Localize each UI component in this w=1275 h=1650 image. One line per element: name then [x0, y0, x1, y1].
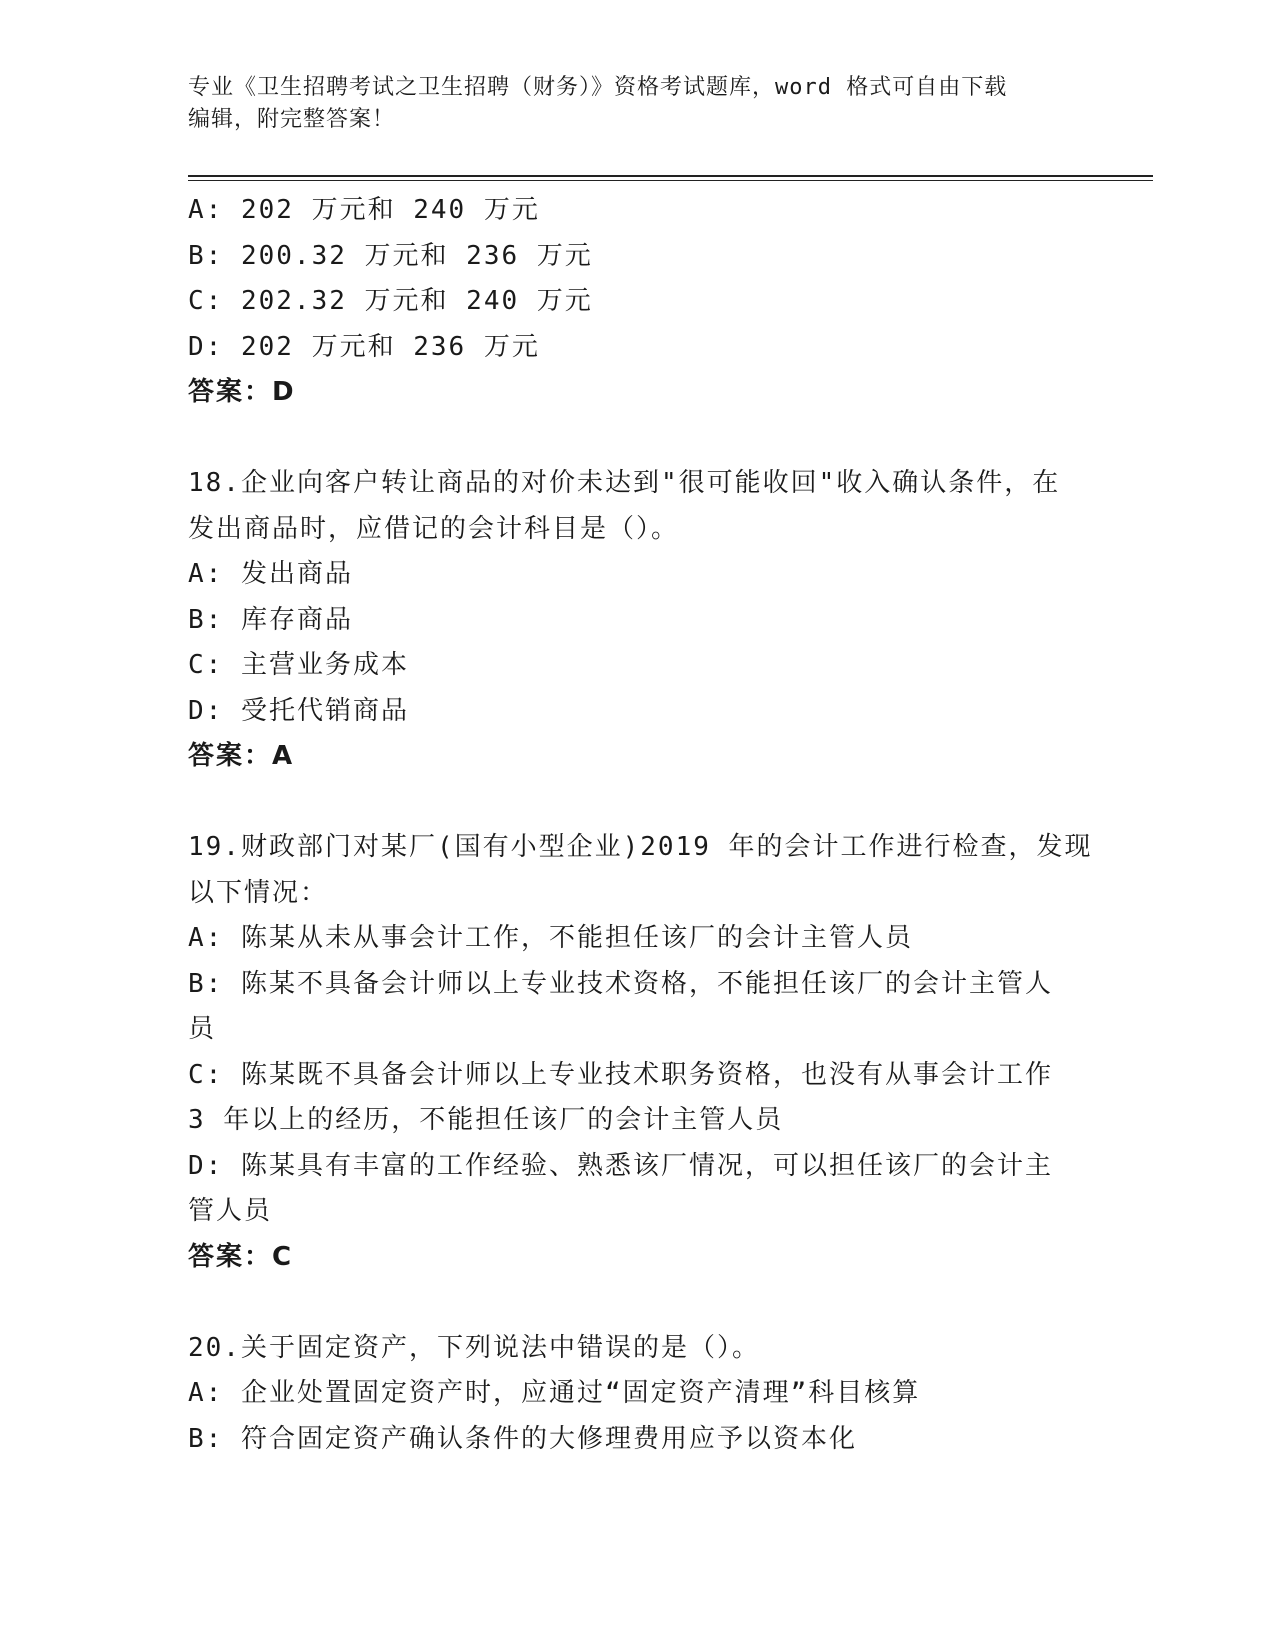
q19-answer: 答案：C	[188, 1241, 294, 1272]
q18-option-b: B: 库存商品	[188, 604, 353, 635]
q17-option-a: A: 202 万元和 240 万元	[188, 195, 540, 225]
q17-answer: 答案：D	[188, 377, 296, 407]
q19-option-c-line-1: C: 陈某既不具备会计师以上专业技术职务资格，也没有从事会计工作	[188, 1059, 1053, 1090]
q20-stem-line-1: 20.关于固定资产，下列说法中错误的是（）。	[188, 1332, 760, 1363]
q19-option-a: A: 陈某从未从事会计工作，不能担任该厂的会计主管人员	[188, 923, 913, 953]
q19-stem-line-2: 以下情况：	[188, 877, 329, 908]
header-line-1: 专业《卫生招聘考试之卫生招聘（财务）》资格考试题库，word 格式可自由下载	[188, 75, 1008, 100]
q18-option-d: D: 受托代销商品	[188, 695, 409, 726]
question-17	[188, 188, 1088, 416]
q20-option-a: A: 企业处置固定资产时，应通过“固定资产清理”科目核算	[188, 1378, 921, 1408]
q17-option-c: C: 202.32 万元和 240 万元	[188, 286, 593, 316]
q18-answer: 答案：A	[188, 741, 295, 771]
q19-option-d-line-2: 管人员	[188, 1196, 273, 1226]
question-20	[188, 1326, 1088, 1463]
spacer	[188, 780, 1088, 826]
document-header	[188, 72, 1088, 136]
q19-stem-line-1: 19.财政部门对某厂(国有小型企业)2019 年的会计工作进行检查，发现	[188, 832, 1093, 862]
q19-option-d-line-1: D: 陈某具有丰富的工作经验、熟悉该厂情况，可以担任该厂的会计主	[188, 1150, 1053, 1181]
q19-option-b-line-1: B: 陈某不具备会计师以上专业技术资格，不能担任该厂的会计主管人	[188, 968, 1053, 999]
q18-stem-line-2: 发出商品时，应借记的会计科目是（）。	[188, 513, 680, 544]
q18-option-c: C: 主营业务成本	[188, 650, 409, 680]
q19-option-b-line-2: 员	[188, 1014, 217, 1044]
spacer	[188, 1280, 1088, 1326]
header-divider-thick	[188, 175, 1153, 177]
question-19	[188, 825, 1093, 1280]
question-18	[188, 461, 1088, 780]
q17-option-d: D: 202 万元和 236 万元	[188, 331, 540, 362]
document-body	[188, 188, 1093, 1462]
q18-option-a: A: 发出商品	[188, 559, 353, 589]
q19-option-c-line-2: 3 年以上的经历，不能担任该厂的会计主管人员	[188, 1105, 784, 1135]
q18-stem-line-1: 18.企业向客户转让商品的对价未达到"很可能收回"收入确认条件，在	[188, 468, 1061, 498]
header-divider-thin	[188, 180, 1153, 181]
header-line-2: 编辑，附完整答案！	[188, 107, 396, 132]
q20-option-b: B: 符合固定资产确认条件的大修理费用应予以资本化	[188, 1423, 857, 1454]
q17-option-b: B: 200.32 万元和 236 万元	[188, 240, 593, 271]
spacer	[188, 416, 1088, 462]
